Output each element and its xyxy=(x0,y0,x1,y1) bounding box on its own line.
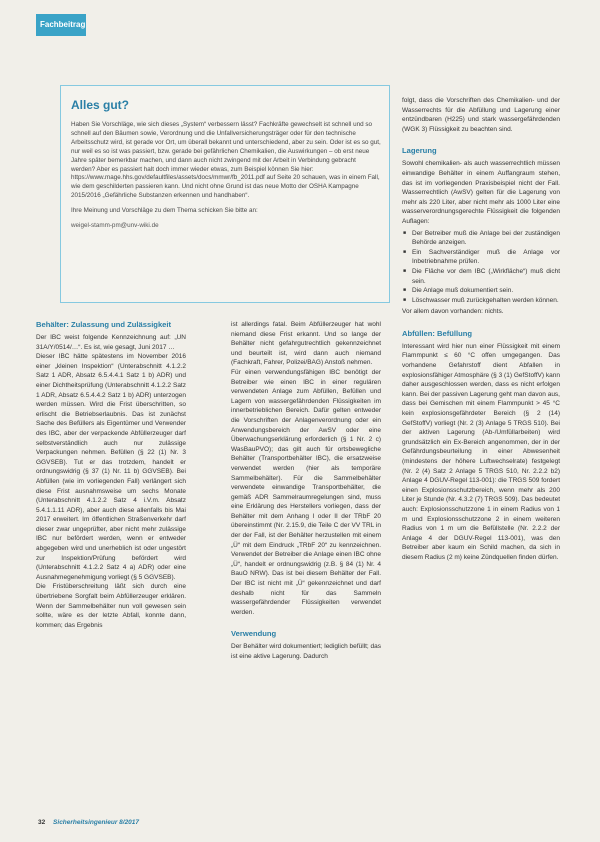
paragraph: Vor allem davon vorhanden: nichts. xyxy=(402,308,504,316)
heading-verwendung: Verwendung xyxy=(231,629,277,639)
list-item: ■ Ein Sachverständiger muß die Anlage vor Inbetriebnahme prüfen. xyxy=(412,248,560,267)
list-item: ■ Die Anlage muß dokumentiert sein. xyxy=(412,286,560,296)
column-2 xyxy=(231,320,381,662)
paragraph: Die Fristüberschreitung läßt sich durch eine übertriebene Sorgfalt beim Abfüllerzeuger erklären. Wenn der Sammelbehälter nun voll gewesen sein sollte, wäre es der letzte Abfall, konnte dann, kommen; das Ergebnis xyxy=(36,583,186,629)
paragraph: Dieser IBC hätte spätestens im November 2016 einer „kleinen Inspektion“ (Unterabschnitt 4.1.2.2 Satz 1 ADR, Absatz 6.5.4.4.1 Satz 1 b) ADR) und einer Dichtheitsprüfung (Unterabschnitt 4.1.2.2 Satz 1 ADR, Absatz 6.5.4.4.2 Satz 1 b) ADR) unterzogen werden müssen. Wird die Frist überschritten, so erlischt die Betriebserlaubnis. Das ist zunächst Sache des Befüllers als Eigentümer und Verwender des IBC, aber der verpackende Abfüllerzeuger darf selbstverständlich auch nur zulässige Verpackungen nehmen. Befüllen (§ 22 (1) Nr. 3 GGVSEB). Tut er das trotzdem, handelt er ordnungswidrig (§ 37 (1) Nr. 11 b) GGVSEB). Bei Abfüllen (wie im vorliegenden Fall) verlängert sich diese Frist ausnahmsweise um sechs Monate (Unterabschnitt 4.1.2.2 Satz 4 i.V.m. Absatz 5.4.1.1.11 ADR), aber auch diese allenfalls bis Mai 2017 erweitert. Im öffentlichen Straßenverkehr darf dieser zwar ungeprüfter, aber nicht mehr zulässige IBC nur befördert werden, wenn er entweder abgegeben wird und unerheblich ist oder ungestört zur Inspektion/Prüfung befördert wird (Unterabschnitt 4.1.2.2 Satz 4 a) ADR) oder eine Ausnahmegenehmigung vorliegt (§ 5 GGVSEB). xyxy=(36,353,186,581)
section-tag: Fachbeitrag xyxy=(36,14,86,36)
column-1 xyxy=(36,320,186,630)
info-box-text xyxy=(71,121,381,237)
paragraph: folgt, dass die Vorschriften des Chemikalien- und der Wasserrechts für die Abfüllung und Lagerung einer entzündbaren (H225) und stark wassergefährdenden (WGK 3) Flüssigkeit zu beachten sind. xyxy=(402,97,560,133)
paragraph: Der Behälter wird dokumentiert; lediglich befüllt; das ist eine aktive Lagerung. Dadurch xyxy=(231,643,381,660)
paragraph: Interessant wird hier nun einer Flüssigkeit mit einem Flammpunkt ≤ 60 °C offen umgegangen. Das vorhandene Gefahrstoff dient Abfallen in explosionsfähiger Atmosphäre (§ 3 (1) GefStoffV) kann daher ausgeschlossen werden, dass es nicht erfolgen kann. Bei der passiven Lagerung geht man davon aus, dass bei Gemischen mit einem Flammpunkt > 45 °C kein explosionsgefährdeter Bereich (§ 2 (14) GefStoffV) vorliegt (Nr. 2 (3) Anlage 5 TRGS 510). Bei der aktiven Lagerung (Ab-/Umfüllarbeiten) wird grundsätzlich ein Ex-Bereich angenommen, der in der Gefährdungsbeurteilung in einer Abwesenheit (mindestens der höhere Luftwechselrate) festgelegt (Nr. 2 (4) Satz 2 Anlage 5 TRGS 510, Nr. 2.2.2 b2) Anlage 4 DGUV-Regel 113-001): die TRGS 509 fordert einen Explosionsschutzbereich, wenn mehr als 200 Liter je Stunde (Nr. 4.3.2 (7) TRGS 509). Das bedeutet auch: Explosionsschutzzone 1 in einem Radius von 1 m und Explosionsschutzzone 2 in einem weiteren Radius von 1 m um die Befüllstelle (Nr. 2.2.2 der Anlage 4 der DGUV-Regel 113-001), was den Betreiber aber kaum ein Schild machen, da sich in diesem Radius (2 m) keine Zündquellen finden dürfen. xyxy=(402,342,560,561)
requirements-list xyxy=(402,229,560,306)
info-box-paragraph: Haben Sie Vorschläge, wie sich dieses „System“ verbessern lässt? Fachkräfte gewechselt ist schnell und so schnell auf den Bäumen sowie, Verordnung und die Unfallversicherungsträger oder für den technische Arbeitsschutz wird, ist gerade vor Ort, um überall bekannt und unterschiedend, aber zu sein. Oder ist es so gut, nur weil es so ist was passiert, bzw. gerade bei gefährlichen Chemikalien, die Auswirkungen – ob erst neue Jahre später bemerkbar machen, und dann auch nicht zwingend mit der Arbeit in Verbindung gebracht werden? Aber es passiert halt doch immer wieder etwas, zum Beispiel können Sie hier: https://www.mage.hhs.gov/defaultfiles/assets/docs/mmwr/fb_2011.pdf auf Seite 20 schauen, was in einem Fall, wie dem geschilderten passieren kann. Und nicht ohne Grund ist das neue Motto der OSHA Kampagne 2015/2016 „Gefährliche Substanzen erkennen und handhaben“. xyxy=(71,121,381,200)
contact-email[interactable]: weigel-stamm-pm@unv-wiki.de xyxy=(71,222,159,230)
list-item: ■ Löschwasser muß zurückgehalten werden können. xyxy=(412,296,560,306)
list-item: ■ Der Betreiber muß die Anlage bei der zuständigen Behörde anzeigen. xyxy=(412,229,560,248)
list-item: ■ Die Fläche vor dem IBC („Wirkfläche“) muß dicht sein. xyxy=(412,267,560,286)
heading-zulassung: Behälter: Zulassung und Zulässigkeit xyxy=(36,320,172,329)
info-box-title: Alles gut? xyxy=(71,98,130,112)
paragraph: Sowohl chemikalien- als auch wasserrechtlich müssen einwandige Behälter in einem Auffangraum stehen, das ist im vorliegenden Praxisbeispiel nicht der Fall. Wasserrechtlich (AwSV) gelten für die Lagerung von mehr als 220 Liter, aber nicht mehr als 1000 Liter eine wasserverordnungsgerechte Flüssigkeit die folgenden Auflagen: xyxy=(402,160,560,225)
paragraph: Der IBC weist folgende Kennzeichnung auf: „UN 31A/Y/0514/…“. Es ist, wie gesagt, Juni 2017 … xyxy=(36,334,186,351)
magazine-name: Sicherheitsingenieur 8/2017 xyxy=(53,819,140,826)
column-3 xyxy=(402,96,560,563)
info-box-call-to-action: Ihre Meinung und Vorschläge zu dem Thema schicken Sie bitte an: xyxy=(71,207,258,215)
heading-abfuellen: Abfüllen: Befüllung xyxy=(402,328,473,338)
info-box xyxy=(60,85,390,303)
paragraph: ist allerdings fatal. Beim Abfüllerzeuger hat wohl niemand diese Frist erkannt. Und so lange der Behälter nicht gefahrgutrechtlich gekennzeichnet und beurteilt ist, wird dann auch niemand (Fachkraft, Fahrer, Polizei/BAG) Anstoß nehmen. xyxy=(231,321,381,367)
page-number: 32 xyxy=(38,819,46,826)
page-footer xyxy=(38,819,188,829)
paragraph: Für einen verwendungsfähigen IBC benötigt der Betreiber wie einen IBC in einer regulären verwendeten Anlage zum Abfüllen, Befüllen und Lagern von wassergefährdenden Flüssigkeiten im innerbetrieblichen Bereich. Dafür gelten entweder die Vorschriften der Anlagenverordnung oder ein Anwendungsbereich der AwSV oder eine Überwachungserklärung erforderlich (§ 1 Nr. 2 c) WasBauPVO); das gilt auch für ortsbewegliche Behälter (Transportbehälter IBC), die ersatzweise verwendet werden (hier als temporäre Sammelbehälter). Für die Sammelbehälter verwendete einwandige Transportbehälter, die gemäß ADR Sammelraumregelungen sind, muss eine Erklärung des Herstellers vorliegen, dass der Behälter mit dem Anhang I oder II der TRbF 20 übereinstimmt (Nr. 2.15.9, die Teile C der VV TRL in der der Fall, ist der Behälter herzustellen mit einem „Ü“ mit dem Eindruck „TRbF 20“ zu kennzeichnen. Verwendet der Betreiber die Anlage einen IBC ohne „Ü“, handelt er ordnungswidrig (z.B. § 84 (1) Nr. 4 BauO NRW). Das ist bei diesem Behälter der Fall. Der IBC ist nicht mit „Ü“ gekennzeichnet und darf deshalb nicht für das Sammeln wassergefährdender Flüssigkeiten verwendet werden. xyxy=(231,368,381,616)
heading-lagerung: Lagerung xyxy=(402,146,437,156)
